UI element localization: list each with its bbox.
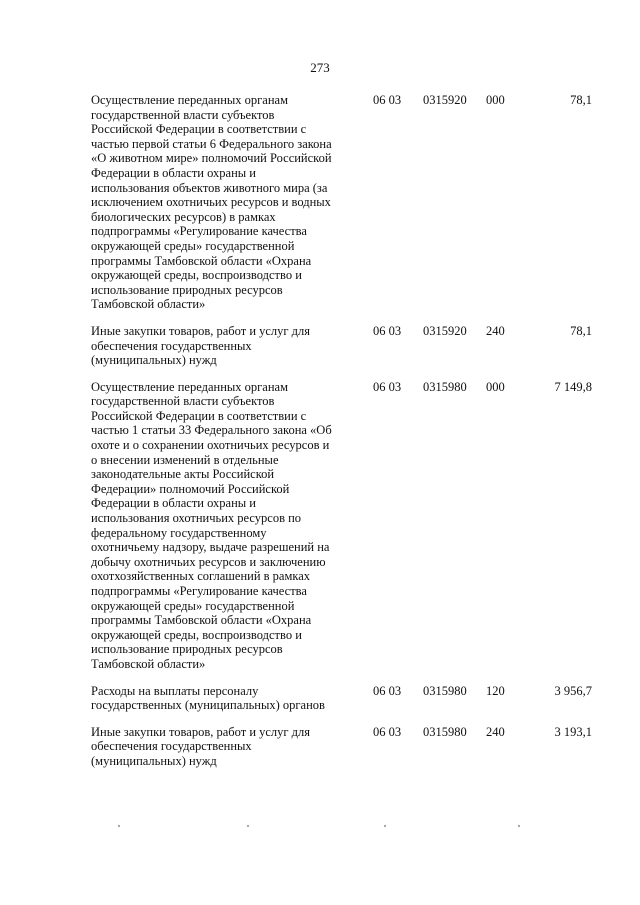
target-article-code: 0315980: [423, 724, 467, 739]
scan-dot: [247, 825, 249, 827]
amount: 7 149,8: [554, 379, 592, 394]
target-article-code: 0315920: [423, 93, 467, 107]
scan-dot: [118, 825, 120, 827]
target-article-code: 0315920: [423, 323, 467, 338]
section-code: 06 03: [372, 683, 402, 698]
section-code: 06 03: [372, 323, 402, 338]
table-row: [0, 380, 640, 672]
row-description: Иные закупки товаров, работ и услуг для обеспечения государственных (муниципальных) нужд: [91, 724, 311, 768]
page-number: 273: [310, 60, 330, 75]
amount: 3 193,1: [554, 724, 592, 739]
row-description: Осуществление переданных органам государственной власти субъектов Российской Федерации в соответствии с частью 1 статьи 33 Федерального закона «Об охоте и о сохранении охотничьих ресурсов и о внесении изменений в отдельные законодательные акты Российской Федерации» полномочий Российской Федерации в области охраны и использования охотничьих ресурсов по федеральному государственному охотничьему надзору, выдаче разрешений на добычу охотничьих ресурсов и заключению охотхозяйственных соглашений в рамках подпрограммы «Регулирование качества окружающей среды» государственной программы Тамбовской области «Охрана окружающей среды, воспроизводство и использование природных ресурсов Тамбовской области»: [91, 379, 332, 671]
table-row: [0, 93, 640, 312]
row-description: Иные закупки товаров, работ и услуг для обеспечения государственных (муниципальных) нужд: [91, 323, 311, 368]
expense-type-code: 000: [486, 93, 505, 107]
section-code: 06 03: [372, 724, 402, 739]
section-code: 06 03: [372, 93, 402, 107]
amount: 78,1: [570, 93, 592, 107]
table-row: [0, 725, 640, 769]
amount: 3 956,7: [554, 683, 592, 698]
amount: 78,1: [570, 323, 592, 338]
scan-dot: [384, 825, 386, 827]
section-code: 06 03: [372, 379, 402, 394]
expense-type-code: 000: [486, 379, 505, 394]
expense-type-code: 120: [486, 683, 505, 698]
scan-artifact-dots: [0, 825, 640, 829]
budget-table: [0, 93, 640, 781]
table-row: [0, 324, 640, 368]
expense-type-code: 240: [486, 724, 505, 739]
target-article-code: 0315980: [423, 683, 467, 698]
row-description: Осуществление переданных органам государственной власти субъектов Российской Федерации в соответствии с частью первой статьи 6 Федерального закона «О животном мире» полномочий Российской Федерации в области охраны и использования объектов животного мира (за исключением охотничьих ресурсов и водных биологических ресурсов) в рамках подпрограммы «Регулирование качества окружающей среды» государственной программы Тамбовской области «Охрана окружающей среды, воспроизводство и использование природных ресурсов Тамбовской области»: [91, 93, 332, 312]
target-article-code: 0315980: [423, 379, 467, 394]
expense-type-code: 240: [486, 323, 505, 338]
table-row: [0, 684, 640, 713]
row-description: Расходы на выплаты персоналу государственных (муниципальных) органов: [91, 683, 325, 713]
scan-dot: [518, 825, 520, 827]
